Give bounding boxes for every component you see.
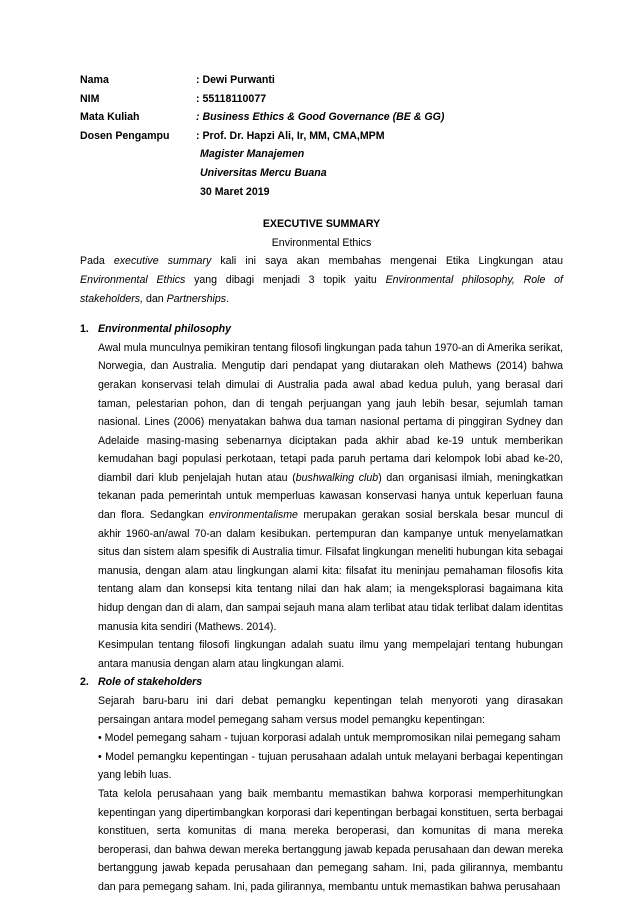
section-2-number: 2.	[80, 676, 89, 689]
section-1-paragraph-1: Awal mula munculnya pemikiran tentang filosofi lingkungan pada tahun 1970-an di Amerika serikat, Norwegia, dan Australia. Mengutip dari pendapat yang diutarakan oleh Mathews (2014) bahwa gerakan konservasi telah dimulai di Australia pada awal abad kedua puluh, yang berasal dari taman, pelestarian pohon, dan di tengah perjuangan yang jauh lebih besar, sejumlah taman nasional. Lines (2006) menyatakan bahwa dua taman nasional pertama di pinggiran Sydney dan Adelaide masing-masing sebenarnya diciptakan pada akhir abad ke-19 untuk memberikan kemudahan bagi populasi perkotaan, tetapi pada paruh pertama dari kelompok lobi abad ke-20, diambil dari klub penjelajah hutan atau (bushwalking club) dan organisasi ilmiah, meningkatkan tekanan pada pemerintah untuk memperluas kawasan konservasi hanya untuk keperluan fauna dan flora. Sedangkan environmentalisme merupakan gerakan sosial berskala besar muncul di akhir 1960-an/awal 70-an dalam kesibukan. pertempuran dan kampanye untuk menyelamatkan situs dan sistem alam spesifik di Australia timur. Filsafat lingkungan meneliti hubungan kita sebagai manusia, dengan alam atau lingkungan alami kita: filsafat itu meninjau pemahaman filosofis kita tentang alam dan konsepsi kita tentang nilai dan hak alam; ia mengeksplorasi bagaimana kita hidup dengan dan di alam, dan sampai sejauh mana alam terlibat atau tidak terlibat dalam identitas manusia kita sendiri (Mathews. 2014).	[98, 341, 563, 633]
section-1-number: 1.	[80, 323, 89, 336]
section-2-paragraph-1: Sejarah baru-baru ini dari debat pemangku kepentingan telah menyoroti yang dirasakan persaingan antara model pemegang saham versus model pemangku kepentingan:	[98, 695, 563, 726]
document-title: EXECUTIVE SUMMARY	[262, 218, 381, 231]
header-nama	[80, 71, 563, 90]
label-mata-kuliah: Mata Kuliah	[80, 111, 140, 124]
section-1-heading	[80, 320, 563, 339]
section-2-title: Role of stakeholders	[98, 676, 203, 689]
section-1-title: Environmental philosophy	[98, 323, 232, 336]
header-mata-kuliah	[80, 108, 563, 127]
section-2-bullet-1: • Model pemegang saham - tujuan korporasi adalah untuk mempromosikan nilai pemegang saham	[98, 732, 561, 745]
label-nim: NIM	[80, 92, 100, 105]
label-nama: Nama	[80, 74, 109, 86]
value-nim: : 55118110077	[196, 92, 267, 105]
value-dosen: : Prof. Dr. Hapzi Ali, Ir, MM, CMA,MPM	[196, 129, 385, 142]
section-2-paragraph-2: Tata kelola perusahaan yang baik membantu memastikan bahwa korporasi memperhitungkan kepentingan yang dipertimbangkan korporasi dari kepentingan berbagai konstituen, serta berbagai konstituen, serta komunitas di mana mereka beroperasi, dan komunitas di mana mereka beroperasi, dan bahwa dewan mereka bertanggung jawab kepada perusahaan dan dewan mereka bertanggung jawab kepada perusahaan dan pemegang saham. Ini, pada gilirannya, membantu dan para pemegang saham. Ini, pada gilirannya, membantu untuk memastikan bahwa perusahaan	[98, 787, 563, 893]
section-1-body	[80, 339, 563, 674]
value-mata-kuliah: : Business Ethics & Good Governance (BE & GG)	[196, 111, 445, 124]
section-1-paragraph-2: Kesimpulan tentang filosofi lingkungan adalah suatu ilmu yang mempelajari tentang hubungan antara manusia dengan alam atau lingkungan alami.	[98, 639, 563, 670]
header-university: Universitas Mercu Buana	[200, 166, 327, 179]
header-date: 30 Maret 2019	[200, 185, 270, 198]
header-dosen	[80, 127, 563, 146]
header-program: Magister Manajemen	[200, 148, 305, 161]
document-body	[80, 71, 563, 897]
value-nama: : Dewi Purwanti	[196, 74, 275, 86]
label-dosen: Dosen Pengampu	[80, 129, 170, 142]
header-nim	[80, 90, 563, 109]
section-2-heading	[80, 673, 563, 692]
section-2-body	[80, 692, 563, 897]
document-subtitle: Environmental Ethics	[271, 236, 372, 249]
section-2-bullet-2: • Model pemangku kepentingan - tujuan perusahaan adalah untuk melayani berbagai kepentingan yang lebih luas.	[98, 750, 563, 782]
intro-paragraph: Pada executive summary kali ini saya akan membahas mengenai Etika Lingkungan atau Environmental Ethics yang dibagi menjadi 3 topik yaitu Environmental philosophy, Role of stakeholders, dan Partnerships.	[80, 255, 563, 305]
